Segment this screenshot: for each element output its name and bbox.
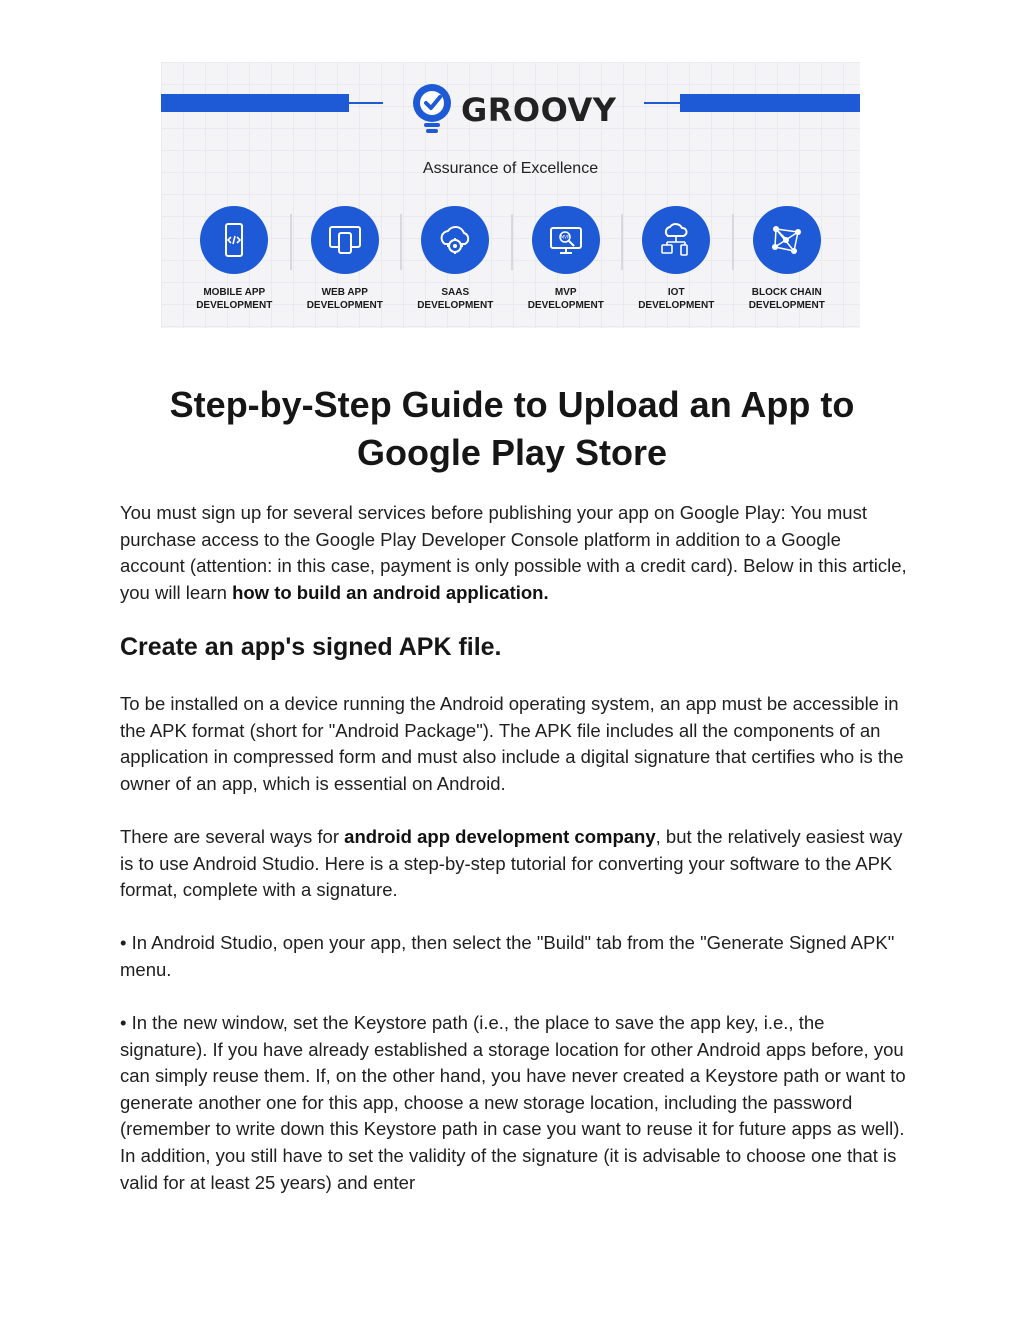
title-line-2: Google Play Store xyxy=(356,432,668,473)
bullet-keystore: • In the new window, set the Keystore path (i.e., the place to save the app key, i.e., the signature). If you have already established a storage location for other Android apps before, you can simply reuse them. If, on the other hand, you have never created a Keystore path or want to generate another one for this app, choose a new storage location, including the password (remember to write down this Keystore path in case you want to reuse it for future apps as well). In addition, you still have to set the validity of the signature (it is advisable to choose one that is valid for at least 25 years) and enter xyxy=(120,1012,906,1193)
service-mvp xyxy=(511,206,622,316)
brand-name: GROOVY xyxy=(461,91,617,129)
banner-right-line xyxy=(644,102,680,104)
apk-paragraph: To be installed on a device running the Android operating system, an app must be accessible in the APK format (short for "Android Package"). The APK file includes all the components of an application in compressed form and must also include a digital signature that certifies who is the owner of an app, which is essential on Android. xyxy=(120,693,904,794)
ways-text-before: There are several ways for xyxy=(120,826,345,847)
banner-left-bar xyxy=(161,94,349,112)
tagline: Assurance of Excellence xyxy=(422,160,599,177)
service-label-line1: IOT xyxy=(667,287,685,298)
iot-cloud-icon xyxy=(656,220,696,260)
service-label-line1: BLOCK CHAIN xyxy=(751,287,822,298)
ways-bold-link[interactable]: android app development company xyxy=(344,826,656,847)
bullet-build-tab: • In Android Studio, open your app, then select the "Build" tab from the "Generate Signed APK" menu. xyxy=(120,932,895,980)
blockchain-network-icon xyxy=(767,220,807,260)
service-label-line2: DEVELOPMENT xyxy=(196,300,273,311)
service-label-line2: DEVELOPMENT xyxy=(527,300,604,311)
service-label-line2: DEVELOPMENT xyxy=(748,300,825,311)
service-label-line2: DEVELOPMENT xyxy=(306,300,383,311)
banner-left-line xyxy=(349,102,383,104)
intro-bold-link[interactable]: how to build an android application. xyxy=(232,581,549,603)
title-line-1: Step-by-Step Guide to Upload an App to xyxy=(169,384,855,425)
ways-paragraph xyxy=(120,824,910,904)
mvp-monitor-icon xyxy=(546,220,586,260)
service-label-line1: WEB APP xyxy=(321,287,368,298)
service-label-line1: MVP xyxy=(554,287,577,298)
web-app-icon xyxy=(325,220,365,260)
bulb-check-icon xyxy=(409,81,455,139)
section-heading: Create an app's signed APK file. xyxy=(120,633,502,661)
services-row xyxy=(179,206,849,316)
ways-text-after: , but the relatively easiest way is to use Android Studio. Here is a step-by-step tutorial for converting your software to the APK format, complete with a signature. xyxy=(120,826,903,901)
service-iot xyxy=(621,206,732,316)
service-saas xyxy=(400,206,511,316)
service-label-line1: MOBILE APP xyxy=(203,287,266,298)
service-label-line2: DEVELOPMENT xyxy=(638,300,715,311)
groovy-logo xyxy=(409,80,619,140)
service-blockchain xyxy=(732,206,843,316)
service-web-app xyxy=(290,206,401,316)
service-mobile-app xyxy=(179,206,290,316)
mobile-code-icon xyxy=(214,220,254,260)
cloud-gear-icon xyxy=(435,220,475,260)
banner-right-bar xyxy=(680,94,860,112)
mvp-badge: MVP xyxy=(560,234,570,240)
service-label-line1: SAAS xyxy=(441,287,470,298)
groovy-banner xyxy=(161,62,860,328)
service-label-line2: DEVELOPMENT xyxy=(417,300,494,311)
intro-text: You must sign up for several services before publishing your app on Google Play: You must purchase access to the Google Play Developer Console platform in addition to a Google account (attention: in this case, payment is only possible with a credit card). Below in this article, you will learn xyxy=(120,502,907,603)
intro-paragraph xyxy=(120,500,910,606)
article-title xyxy=(120,381,904,477)
